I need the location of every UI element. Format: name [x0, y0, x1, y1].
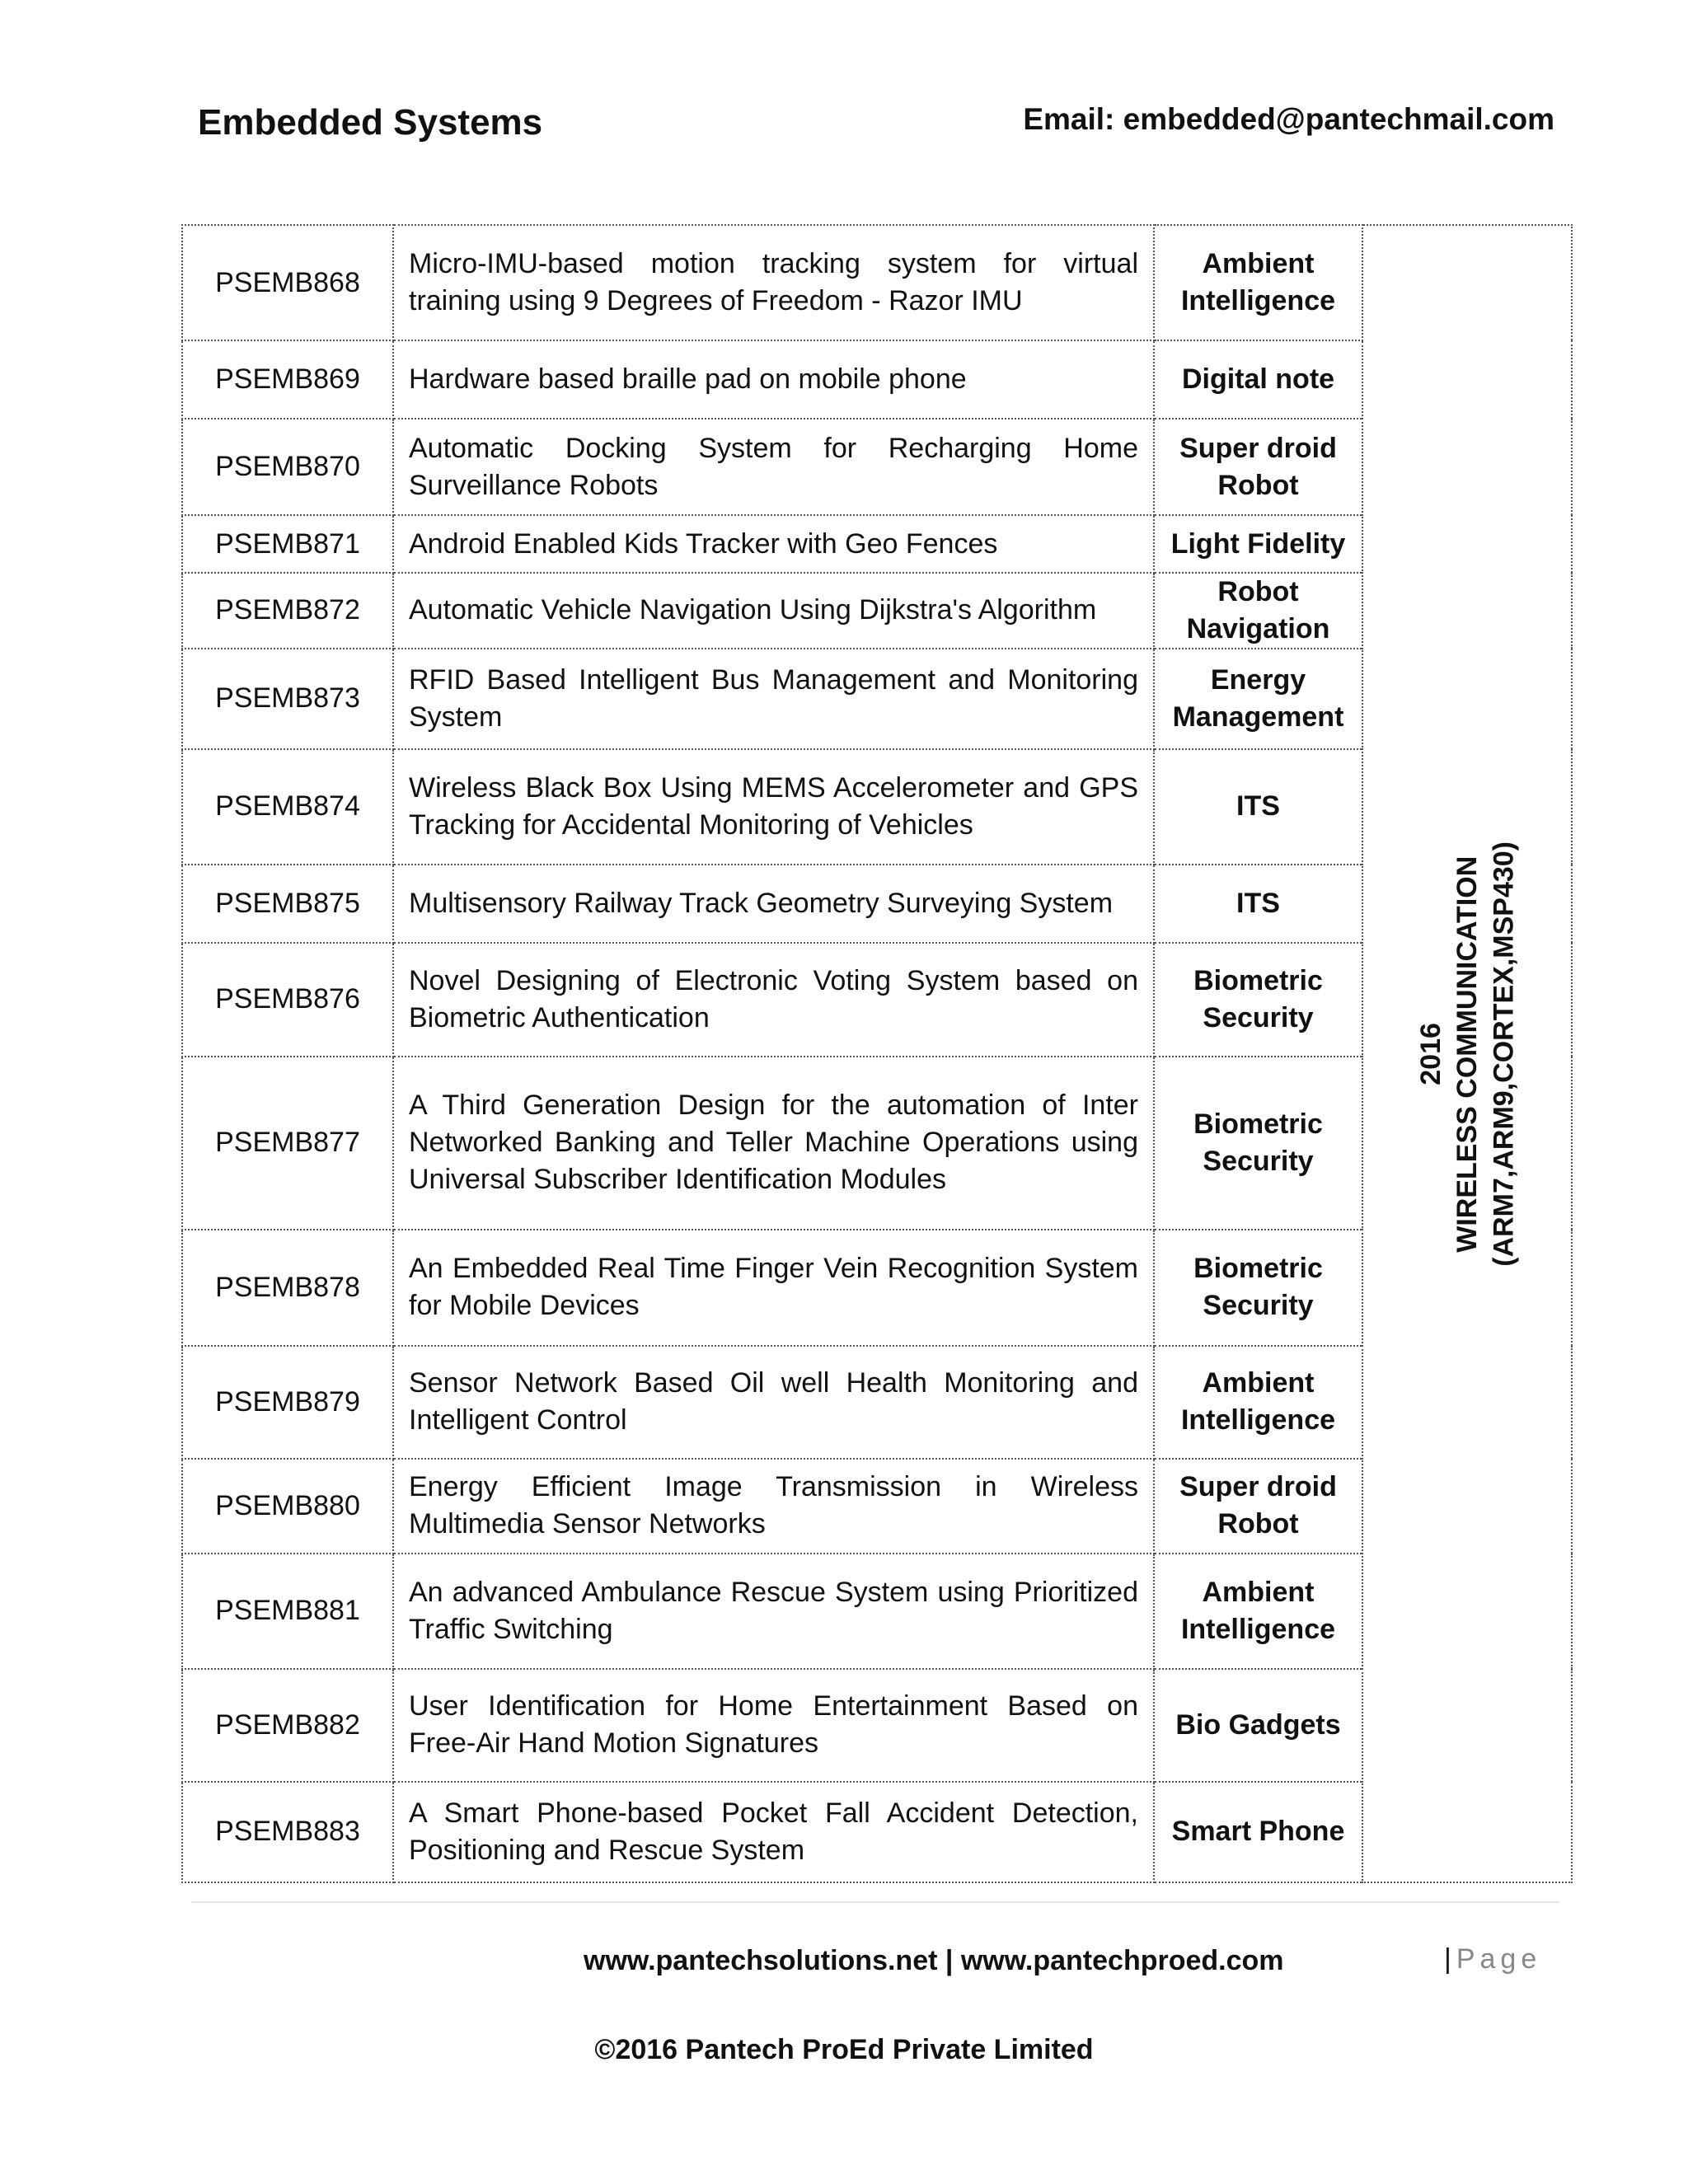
project-title: Wireless Black Box Using MEMS Accelerometer and GPS Tracking for Accidental Monitoring of Vehicles — [393, 749, 1154, 865]
project-code: PSEMB876 — [182, 943, 393, 1057]
projects-table — [181, 224, 1573, 1883]
project-code: PSEMB882 — [182, 1669, 393, 1782]
category-label — [1413, 841, 1522, 1267]
project-title: A Smart Phone-based Pocket Fall Accident Detection, Positioning and Rescue System — [393, 1782, 1154, 1882]
project-domain: ITS — [1154, 749, 1362, 865]
copyright-notice: ©2016 Pantech ProEd Private Limited — [594, 2034, 1094, 2065]
project-code: PSEMB880 — [182, 1459, 393, 1554]
project-domain: Biometric Security — [1154, 1057, 1362, 1230]
project-domain: Energy Management — [1154, 649, 1362, 749]
category-year: 2016 — [1414, 1022, 1447, 1085]
project-title: A Third Generation Design for the automation of Inter Networked Banking and Teller Machine Operations using Universal Subscriber Identification Modules — [393, 1057, 1154, 1230]
project-title: User Identification for Home Entertainment Based on Free-Air Hand Motion Signatures — [393, 1669, 1154, 1782]
project-code: PSEMB868 — [182, 225, 393, 340]
project-title: Android Enabled Kids Tracker with Geo Fences — [393, 515, 1154, 573]
table-row — [182, 225, 1572, 340]
footer-website-links: www.pantechsolutions.net | www.pantechproed.com — [584, 1945, 1284, 1976]
category-cell — [1362, 225, 1572, 1882]
project-domain: Super droid Robot — [1154, 1459, 1362, 1554]
project-code: PSEMB874 — [182, 749, 393, 865]
project-domain: Ambient Intelligence — [1154, 225, 1362, 340]
project-domain: Super droid Robot — [1154, 419, 1362, 515]
project-title: An advanced Ambulance Rescue System using Prioritized Traffic Switching — [393, 1554, 1154, 1669]
contact-email: Email: embedded@pantechmail.com — [1023, 102, 1554, 136]
project-code: PSEMB870 — [182, 419, 393, 515]
project-title: Automatic Docking System for Recharging Home Surveillance Robots — [393, 419, 1154, 515]
project-code: PSEMB883 — [182, 1782, 393, 1882]
project-domain: Light Fidelity — [1154, 515, 1362, 573]
project-domain: Robot Navigation — [1154, 573, 1362, 649]
project-code: PSEMB871 — [182, 515, 393, 573]
project-domain: ITS — [1154, 865, 1362, 943]
category-name: WIRELESS COMMUNICATION — [1451, 855, 1483, 1252]
project-title: Automatic Vehicle Navigation Using Dijkstra's Algorithm — [393, 573, 1154, 649]
category-platforms: (ARM7,ARM9,CORTEX,MSP430) — [1488, 841, 1520, 1267]
project-title: Hardware based braille pad on mobile phone — [393, 340, 1154, 419]
project-title: RFID Based Intelligent Bus Management and Monitoring System — [393, 649, 1154, 749]
project-title: An Embedded Real Time Finger Vein Recognition System for Mobile Devices — [393, 1230, 1154, 1346]
project-title: Novel Designing of Electronic Voting System based on Biometric Authentication — [393, 943, 1154, 1057]
project-code: PSEMB879 — [182, 1346, 393, 1459]
project-title: Energy Efficient Image Transmission in Wireless Multimedia Sensor Networks — [393, 1459, 1154, 1554]
project-domain: Bio Gadgets — [1154, 1669, 1362, 1782]
page-label: Page — [1456, 1943, 1542, 1975]
page-indicator — [1444, 1943, 1541, 1975]
project-code: PSEMB873 — [182, 649, 393, 749]
project-code: PSEMB875 — [182, 865, 393, 943]
project-domain: Ambient Intelligence — [1154, 1346, 1362, 1459]
project-domain: Biometric Security — [1154, 943, 1362, 1057]
project-domain: Ambient Intelligence — [1154, 1554, 1362, 1669]
project-code: PSEMB872 — [182, 573, 393, 649]
project-code: PSEMB881 — [182, 1554, 393, 1669]
document-title: Embedded Systems — [198, 102, 543, 143]
page-separator: | — [1444, 1943, 1451, 1975]
project-code: PSEMB878 — [182, 1230, 393, 1346]
project-title: Micro-IMU-based motion tracking system for virtual training using 9 Degrees of Freedom - Razor IMU — [393, 225, 1154, 340]
project-title: Multisensory Railway Track Geometry Surveying System — [393, 865, 1154, 943]
project-code: PSEMB877 — [182, 1057, 393, 1230]
project-domain: Biometric Security — [1154, 1230, 1362, 1346]
project-domain: Smart Phone — [1154, 1782, 1362, 1882]
project-domain: Digital note — [1154, 340, 1362, 419]
project-code: PSEMB869 — [182, 340, 393, 419]
footer-divider — [191, 1901, 1559, 1903]
project-title: Sensor Network Based Oil well Health Monitoring and Intelligent Control — [393, 1346, 1154, 1459]
